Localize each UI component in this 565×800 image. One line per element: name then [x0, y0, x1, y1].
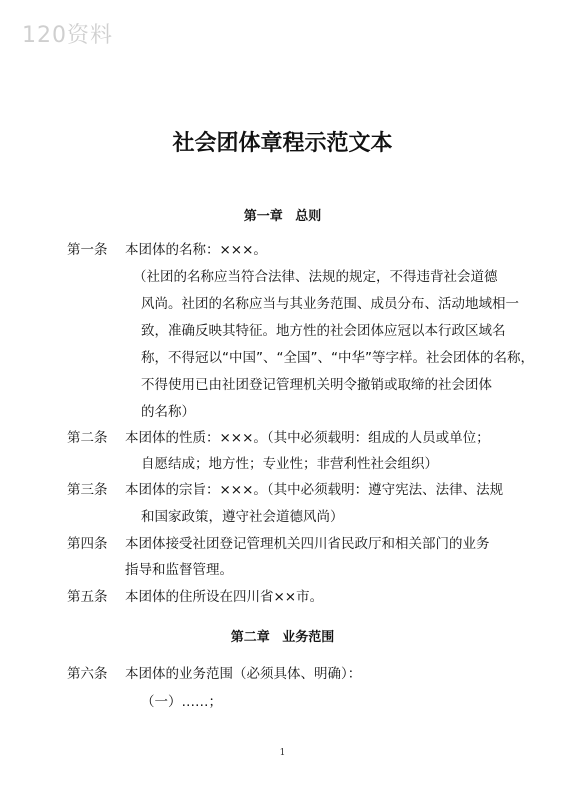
chapter-heading-1 [0, 205, 565, 224]
article-text-line: （一）……； [141, 694, 222, 710]
chapter-name: 业务范围 [282, 630, 335, 645]
article-text-line: 自愿结成；地方性；专业性；非营利性社会组织） [141, 456, 438, 472]
article-text-line: （社团的名称应当符合法律、法规的规定，不得违背社会道德 [133, 269, 498, 285]
article-label: 第一条 [67, 242, 108, 258]
article-label: 第五条 [67, 589, 108, 605]
article-text-line: 本团体接受社团登记管理机关四川省民政厅和相关部门的业务 [125, 536, 490, 552]
article-text-line: 的名称） [141, 404, 195, 420]
page-number: 1 [279, 748, 286, 758]
article-text-line: 不得使用已由社团登记管理机关明令撤销或取缔的社会团体 [141, 377, 492, 393]
article-text-line: 风尚。社团的名称应当与其业务范围、成员分布、活动地域相一 [141, 296, 519, 312]
article-text-line: 本团体的宗旨：×××。（其中必须载明：遵守宪法、法律、法规 [125, 482, 504, 498]
chapter-number: 第二章 [230, 630, 270, 645]
article-label: 第四条 [67, 536, 108, 552]
article-text-line: 和国家政策，遵守社会道德风尚） [141, 509, 344, 525]
watermark-logo: 120资料 [22, 23, 113, 48]
chapter-heading-2 [0, 626, 565, 645]
article-text-line: 本团体的性质：×××。（其中必须载明：组成的人员或单位； [125, 430, 490, 446]
chapter-number: 第一章 [243, 209, 283, 224]
article-label: 第二条 [67, 430, 108, 446]
article-label: 第三条 [67, 482, 108, 498]
document-title: 社会团体章程示范文本 [172, 131, 393, 156]
chapter-name: 总则 [295, 209, 322, 224]
article-text-line: 本团体的业务范围（必须具体、明确）： [125, 666, 362, 682]
article-text-line: 指导和监督管理。 [125, 562, 233, 578]
article-text-line: 致，准确反映其特征。地方性的社会团体应冠以本行政区域名 [141, 323, 506, 339]
article-text-line: 本团体的住所设在四川省××市。 [125, 589, 324, 605]
article-text-line: 称，不得冠以“中国”、“全国”、“中华”等字样。社会团体的名称， [141, 350, 534, 366]
article-label: 第六条 [67, 666, 108, 682]
article-text-line: 本团体的名称：×××。 [125, 242, 267, 258]
